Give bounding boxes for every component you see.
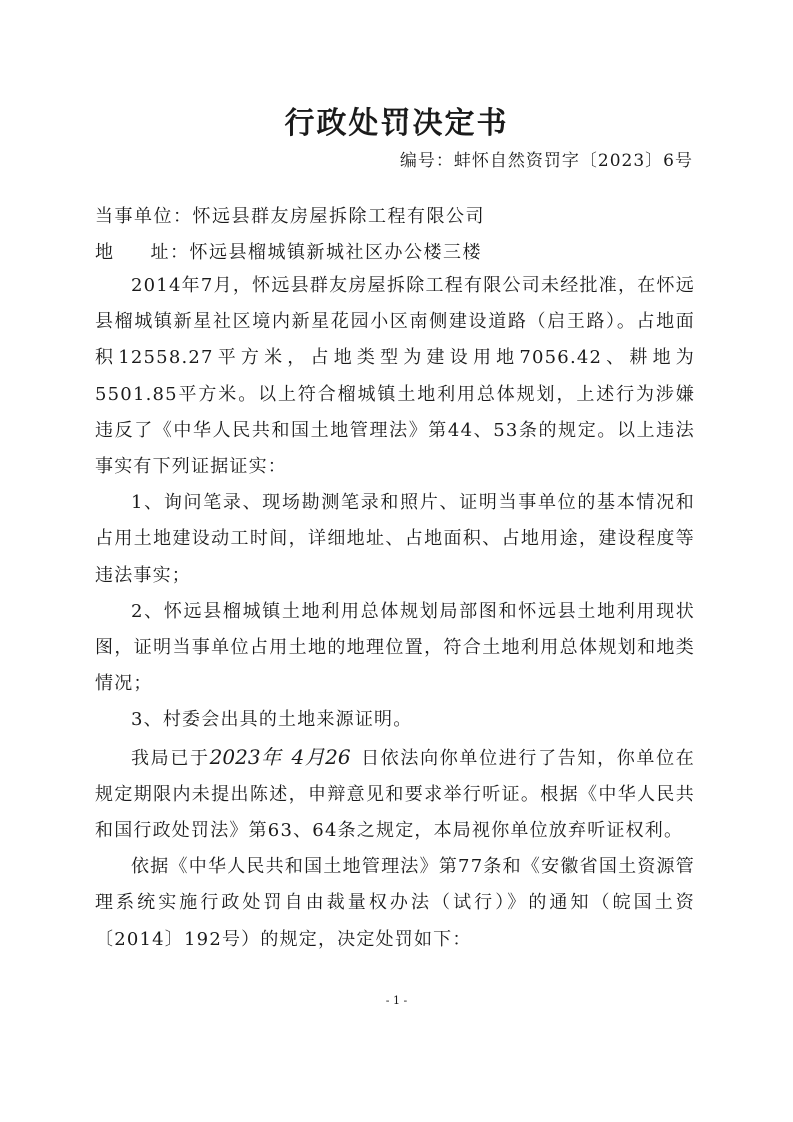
paragraph-notice [95,739,695,850]
address-label-2: 址： [150,242,190,263]
address-label-1: 地 [95,242,115,263]
notice-suffix: 日依法向你单位进行了告知，你单位在规定期限内未提出陈述，申辩意见和要求举行听证。根据《中华人民共和国行政处罚法》第63、64条之规定，本局视你单位放弃听证权利。 [95,747,695,842]
document-number: 编号：蚌怀自然资罚字〔2023〕6号 [399,151,693,171]
handwritten-year: 2023年 [209,744,282,769]
notice-prefix: 我局已于 [131,747,210,769]
document-title: 行政处罚决定书 [284,106,509,141]
body-text [95,268,695,958]
address-value: 怀远县榴城镇新城社区办公楼三楼 [189,242,482,263]
paragraph-evidence-2: 2、怀远县榴城镇土地利用总体规划局部图和怀远县土地利用现状图，证明当事单位占用土地的地理位置，符合土地利用总体规划和地类情况； [95,600,695,695]
party-line [95,202,485,228]
address-line [95,238,482,264]
party-value: 怀远县群友房屋拆除工程有限公司 [192,206,485,227]
page-number: - 1 - [385,994,408,1007]
paragraph-evidence-1: 1、询问笔录、现场勘测笔录和照片、证明当事单位的基本情况和占用土地建设动工时间，详细地址、占地面积、占地用途，建设程度等违法事实； [95,492,695,586]
handwritten-month-day: 4月26 [291,744,351,769]
paragraph-evidence-3: 3、村委会出具的土地来源证明。 [131,709,413,731]
paragraph-decision: 依据《中华人民共和国土地管理法》第77条和《安徽省国土资源管理系统实施行政处罚自由裁量权办法（试行）》的通知（皖国土资〔2014〕192号）的规定，决定处罚如下： [95,856,695,950]
party-label: 当事单位： [95,206,193,227]
paragraph-facts: 2014年7月，怀远县群友房屋拆除工程有限公司未经批准，在怀远县榴城镇新星社区境内新星花园小区南侧建设道路（启王路）。占地面积12558.27平方米，占地类型为建设用地7056.42、耕地为5501.85平方米。以上符合榴城镇土地利用总体规划，上述行为涉嫌违反了《中华人民共和国土地管理法》第44、53条的规定。以上违法事实有下列证据证实： [95,275,695,478]
